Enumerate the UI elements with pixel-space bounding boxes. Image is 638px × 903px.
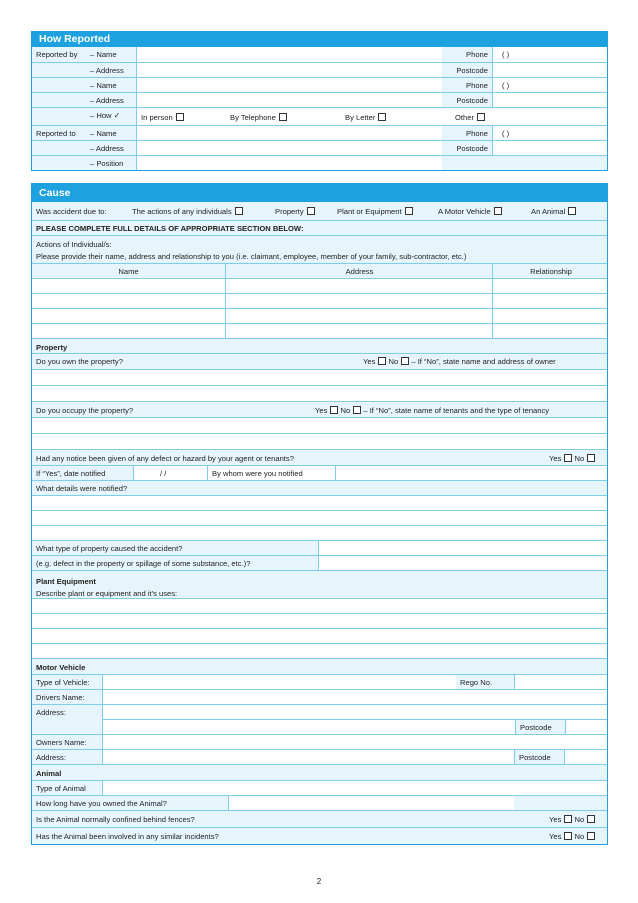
occupy-property-answer: Yes No – If “No”, state name of tenants and the type of tenancy xyxy=(315,406,550,415)
by-whom-label: By whom were you notified xyxy=(212,469,303,478)
phone-label: Phone xyxy=(466,50,488,59)
tick-icon: ✓ xyxy=(113,111,121,120)
owner-postcode-label-cell xyxy=(514,750,564,764)
animal-heading: Animal xyxy=(36,769,62,778)
drivers-name-field[interactable] xyxy=(102,690,607,704)
drivers-name-label: Drivers Name: xyxy=(36,693,85,702)
reported-by-phone-field[interactable] xyxy=(492,47,607,62)
property-option: Property xyxy=(275,207,315,216)
by-telephone-option: By Telephone xyxy=(230,113,287,122)
phone-label: Phone xyxy=(466,129,488,138)
type-of-vehicle-row xyxy=(32,674,607,689)
postcode-label: Postcode xyxy=(456,144,488,153)
table-row xyxy=(32,308,607,323)
motor-heading-row xyxy=(32,658,607,674)
date-notified-row xyxy=(32,465,607,480)
drivers-name-row xyxy=(32,689,607,704)
position-label: – Position xyxy=(90,159,124,168)
owner-address-row xyxy=(32,749,607,764)
similar-yes-checkbox[interactable] xyxy=(564,832,572,840)
individuals-option: The actions of any individuals xyxy=(132,207,243,216)
date-slashes: / / xyxy=(160,469,167,478)
rego-no-field[interactable] xyxy=(514,675,607,689)
reported-to-name-field[interactable] xyxy=(136,126,442,140)
name-cell[interactable] xyxy=(32,309,225,323)
own-yes-checkbox[interactable] xyxy=(378,357,386,365)
reported-to-name-row xyxy=(32,125,607,140)
what-details-row xyxy=(32,480,607,495)
driver-postcode-field[interactable] xyxy=(565,720,607,734)
name-cell[interactable] xyxy=(32,279,225,293)
property-type-field-2[interactable] xyxy=(318,556,607,570)
accident-due-to-row xyxy=(32,202,607,220)
plant-line[interactable] xyxy=(32,628,607,643)
by-letter-option: By Letter xyxy=(345,113,386,122)
address-label: – Address xyxy=(90,96,124,105)
individuals-checkbox[interactable] xyxy=(235,207,243,215)
relationship-cell[interactable] xyxy=(492,324,607,338)
how-long-owned-field[interactable] xyxy=(228,796,514,810)
if-yes-date-label: If “Yes”, date notified xyxy=(36,469,106,478)
owner-postcode-field[interactable] xyxy=(564,750,607,764)
motor-checkbox[interactable] xyxy=(494,207,502,215)
by-telephone-checkbox[interactable] xyxy=(279,113,287,121)
type-of-animal-row xyxy=(32,780,607,795)
reported-to-phone-field[interactable] xyxy=(492,126,607,140)
driver-address-field[interactable] xyxy=(102,705,607,734)
reported-by-address-row-2 xyxy=(32,92,607,107)
how-reported-section xyxy=(31,31,608,171)
confined-answer: Yes No xyxy=(549,815,595,824)
type-of-vehicle-field[interactable] xyxy=(102,675,456,689)
reported-to-position-field[interactable] xyxy=(136,156,442,170)
own-property-answer: Yes No – If “No”, state name and address of owner xyxy=(363,357,556,366)
reported-by-address-row xyxy=(32,62,607,77)
name-cell[interactable] xyxy=(32,294,225,308)
notice-given-question: Had any notice been given of any defect or hazard by your agent or tenants? xyxy=(36,454,294,463)
reported-by-name-field[interactable] xyxy=(136,47,442,62)
own-property-question: Do you own the property? xyxy=(36,357,123,366)
cause-section xyxy=(31,183,608,845)
other-checkbox[interactable] xyxy=(477,113,485,121)
individuals-table-header xyxy=(32,263,607,278)
address-label: – Address xyxy=(90,144,124,153)
page-number: 2 xyxy=(316,877,322,886)
by-whom-field[interactable] xyxy=(335,466,607,480)
other-option: Other xyxy=(455,113,485,122)
col-relationship-header-cell xyxy=(492,264,607,278)
in-person-option: In person xyxy=(141,113,184,122)
plant-line[interactable] xyxy=(32,613,607,628)
driver-postcode-label-cell xyxy=(515,720,565,734)
occupy-property-line[interactable] xyxy=(32,417,607,433)
reported-to-address-row xyxy=(32,140,607,155)
accident-due-to-label: Was accident due to: xyxy=(36,207,107,216)
how-label: – How ✓ xyxy=(90,111,121,120)
property-type-eg-row xyxy=(32,555,607,570)
reported-by-name-row-2 xyxy=(32,77,607,92)
type-of-vehicle-label: Type of Vehicle: xyxy=(36,678,90,687)
reported-by-name-row xyxy=(32,47,607,62)
similar-incidents-row xyxy=(32,827,607,844)
by-whom-label-cell xyxy=(207,466,335,480)
property-type-question: What type of property caused the accident? xyxy=(36,544,183,553)
notice-no-checkbox[interactable] xyxy=(587,454,595,462)
date-notified-field[interactable] xyxy=(133,466,207,480)
property-heading: Property xyxy=(36,343,68,352)
plant-line[interactable] xyxy=(32,598,607,613)
address-label: – Address xyxy=(90,66,124,75)
phone-parens: ( ) xyxy=(502,129,510,138)
postcode-label: Postcode xyxy=(456,66,488,75)
plant-heading: Plant Equipment xyxy=(36,577,96,586)
animal-option: An Animal xyxy=(531,207,576,216)
what-details-label: What details were notified? xyxy=(36,484,128,493)
plant-line[interactable] xyxy=(32,643,607,658)
reported-to-postcode-field[interactable] xyxy=(492,141,607,155)
name-label: – Name xyxy=(90,81,117,90)
confined-row xyxy=(32,810,607,827)
occupy-no-checkbox[interactable] xyxy=(353,406,361,414)
table-row xyxy=(32,293,607,308)
plant-checkbox[interactable] xyxy=(405,207,413,215)
address-cell[interactable] xyxy=(225,309,492,323)
reported-by-postcode-field[interactable] xyxy=(492,63,607,77)
by-letter-checkbox[interactable] xyxy=(378,113,386,121)
plant-describe-label: Describe plant or equipment and it's uses: xyxy=(36,589,178,598)
type-of-animal-field[interactable] xyxy=(102,781,607,795)
property-checkbox[interactable] xyxy=(307,207,315,215)
col-address-header: Address xyxy=(345,267,374,276)
plant-option: Plant or Equipment xyxy=(337,207,413,216)
cause-title: Cause xyxy=(32,184,607,202)
owner-address-label: Address: xyxy=(36,753,66,762)
own-property-line[interactable] xyxy=(32,385,607,401)
relationship-cell[interactable] xyxy=(492,279,607,293)
confined-no-checkbox[interactable] xyxy=(587,815,595,823)
motor-heading: Motor Vehicle xyxy=(36,663,86,672)
details-line[interactable] xyxy=(32,525,607,540)
own-property-row xyxy=(32,353,607,369)
owners-name-row xyxy=(32,734,607,749)
name-label: – Name xyxy=(90,129,117,138)
occupy-yes-checkbox[interactable] xyxy=(330,406,338,414)
reported-by-label: Reported by xyxy=(36,50,78,59)
confined-yes-checkbox[interactable] xyxy=(564,815,572,823)
property-type-example: (e.g. defect in the property or spillage of some substance, etc.)? xyxy=(36,559,251,568)
in-person-checkbox[interactable] xyxy=(176,113,184,121)
address-cell[interactable] xyxy=(225,279,492,293)
actions-individuals-row xyxy=(32,235,607,263)
animal-checkbox[interactable] xyxy=(568,207,576,215)
notice-yes-checkbox[interactable] xyxy=(564,454,572,462)
driver-address-label: Address: xyxy=(36,708,66,717)
reported-by-name-field-2[interactable] xyxy=(136,78,442,92)
address-cell[interactable] xyxy=(225,294,492,308)
provide-details-label: Please provide their name, address and relationship to you (i.e. claimant, employee, member of your family, sub-contractor, etc.) xyxy=(36,252,467,261)
relationship-cell[interactable] xyxy=(492,309,607,323)
owners-name-field[interactable] xyxy=(102,735,607,749)
owners-name-label: Owners Name: xyxy=(36,738,87,747)
owner-postcode-label: Postcode xyxy=(519,753,551,762)
type-of-animal-label: Type of Animal xyxy=(36,784,86,793)
relationship-cell[interactable] xyxy=(492,294,607,308)
occupy-property-question: Do you occupy the property? xyxy=(36,406,134,415)
actions-individuals-label: Actions of Individual/s: xyxy=(36,240,112,249)
occupy-property-row xyxy=(32,401,607,417)
owner-address-field[interactable] xyxy=(102,750,514,764)
property-type-row xyxy=(32,540,607,555)
own-property-line[interactable] xyxy=(32,369,607,385)
name-cell[interactable] xyxy=(32,324,225,338)
driver-address-row xyxy=(32,704,607,734)
table-row xyxy=(32,323,607,338)
plant-heading-row xyxy=(32,570,607,598)
how-reported-title: How Reported xyxy=(32,32,607,47)
driver-postcode-label: Postcode xyxy=(520,723,552,732)
phone-parens: ( ) xyxy=(502,50,510,59)
details-line[interactable] xyxy=(32,495,607,510)
phone-label: Phone xyxy=(466,81,488,90)
reported-by-address-field-2[interactable] xyxy=(136,93,442,107)
property-heading-row xyxy=(32,338,607,353)
notice-given-answer: Yes No xyxy=(549,454,595,463)
postcode-label: Postcode xyxy=(456,96,488,105)
notice-given-row xyxy=(32,449,607,465)
how-long-owned-row xyxy=(32,795,607,810)
table-row xyxy=(32,278,607,293)
property-type-field[interactable] xyxy=(318,541,607,555)
reported-by-postcode-field-2[interactable] xyxy=(492,93,607,107)
own-no-checkbox[interactable] xyxy=(401,357,409,365)
confined-question: Is the Animal normally confined behind fences? xyxy=(36,815,195,824)
reported-to-address-field[interactable] xyxy=(136,141,442,155)
rego-no-label: Rego No. xyxy=(460,678,493,687)
how-options xyxy=(136,108,607,125)
name-label: – Name xyxy=(90,50,117,59)
complete-details-heading: PLEASE COMPLETE FULL DETAILS OF APPROPRIATE SECTION BELOW: xyxy=(36,224,304,233)
reported-by-address-field[interactable] xyxy=(136,63,442,77)
reported-to-label: Reported to xyxy=(36,129,76,138)
how-long-owned-label: How long have you owned the Animal? xyxy=(36,799,167,808)
col-address-header-cell xyxy=(225,264,492,278)
motor-option: A Motor Vehicle xyxy=(438,207,502,216)
complete-details-row xyxy=(32,220,607,235)
how-reported-method-row xyxy=(32,107,607,125)
address-cell[interactable] xyxy=(225,324,492,338)
similar-incidents-answer: Yes No xyxy=(549,832,595,841)
phone-parens: ( ) xyxy=(502,81,510,90)
col-name-header: Name xyxy=(118,267,139,276)
reported-by-phone-field-2[interactable] xyxy=(492,78,607,92)
occupy-property-line[interactable] xyxy=(32,433,607,449)
animal-heading-row xyxy=(32,764,607,780)
similar-incidents-question: Has the Animal been involved in any similar incidents? xyxy=(36,832,219,841)
details-line[interactable] xyxy=(32,510,607,525)
col-relationship-header: Relationship xyxy=(530,267,572,276)
reported-to-position-row xyxy=(32,155,607,170)
similar-no-checkbox[interactable] xyxy=(587,832,595,840)
